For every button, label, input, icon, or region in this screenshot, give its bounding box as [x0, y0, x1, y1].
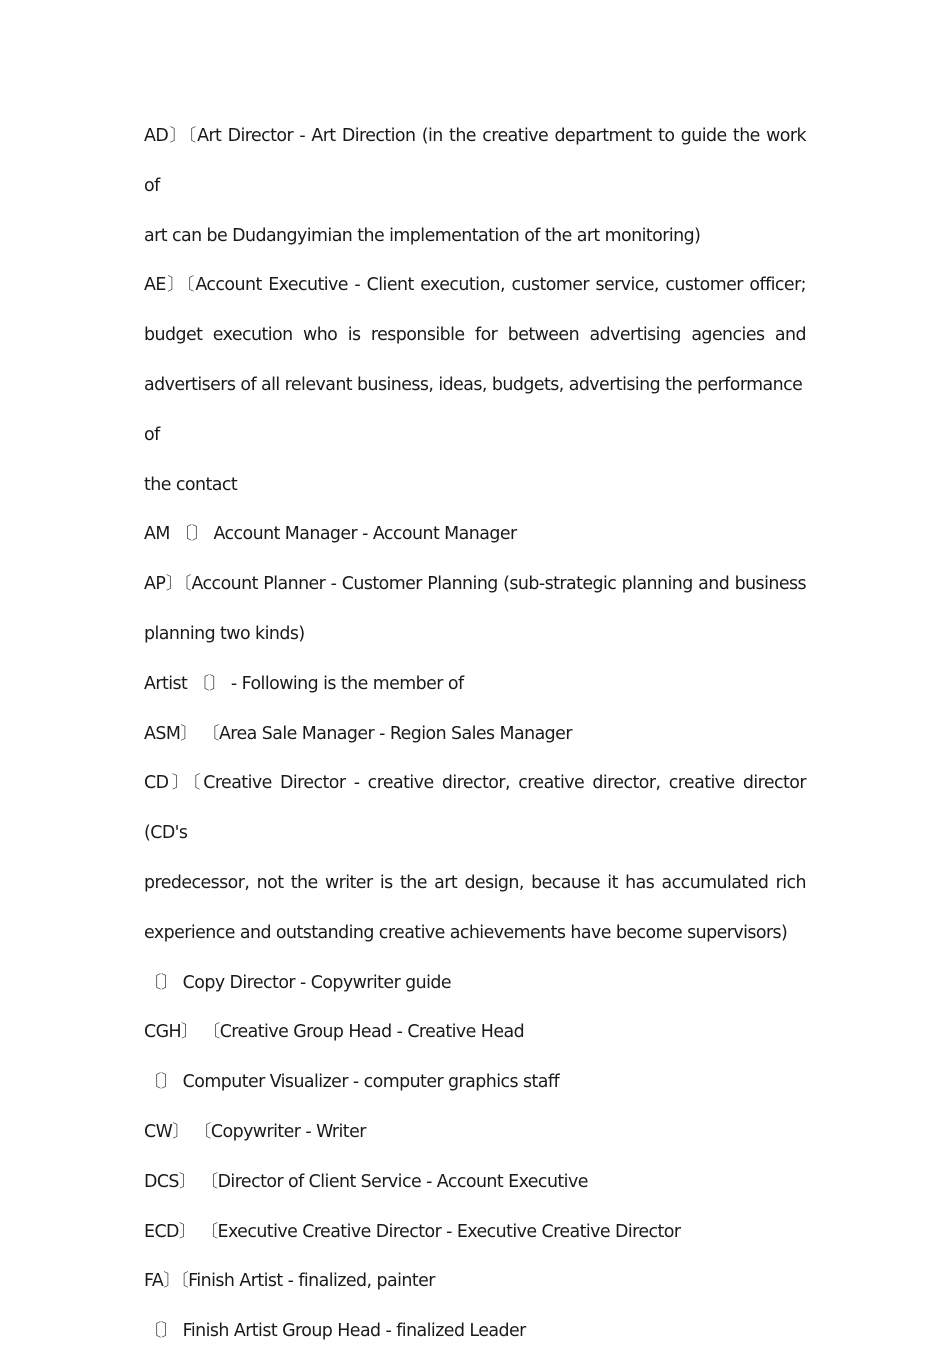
entry-line: DCS〕 〔Director of Client Service - Account Executive	[144, 1171, 588, 1192]
entry-line: ASM〕 〔Area Sale Manager - Region Sales Manager	[144, 723, 572, 744]
entry-cgh	[144, 1008, 806, 1058]
entry-ecd	[144, 1208, 806, 1258]
entry-ad	[144, 112, 806, 261]
entry-artist	[144, 660, 806, 710]
entry-dcs	[144, 1158, 806, 1208]
entry-line: Artist 〔〕 - Following is the member of	[144, 673, 464, 694]
entry-line: 〔〕 Finish Artist Group Head - finalized Leader	[144, 1321, 526, 1342]
entry-computer-visualizer	[144, 1058, 806, 1108]
entry-line: art can be Dudangyimian the implementation of the art monitoring)	[144, 225, 701, 246]
entry-line: planning two kinds)	[144, 623, 305, 644]
entry-copy-director	[144, 959, 806, 1009]
entry-line: ECD〕 〔Executive Creative Director - Executive Creative Director	[144, 1221, 681, 1242]
entry-line: the contact	[144, 474, 238, 495]
entry-cw	[144, 1108, 806, 1158]
entry-line: budget execution who is responsible for between advertising agencies and	[144, 325, 806, 346]
entry-line: experience and outstanding creative achievements have become supervisors)	[144, 922, 788, 943]
entry-line: AM 〔〕 Account Manager - Account Manager	[144, 524, 517, 545]
entry-am	[144, 510, 806, 560]
entry-ae	[144, 261, 806, 510]
entry-cd	[144, 759, 806, 958]
entry-line: CGH〕 〔Creative Group Head - Creative Head	[144, 1022, 525, 1043]
entry-line: CW〕 〔Copywriter - Writer	[144, 1121, 366, 1142]
entry-line: AE〕〔Account Executive - Client execution, customer service, customer officer;	[144, 275, 806, 296]
entry-line: 〔〕 Copy Director - Copywriter guide	[144, 972, 452, 993]
entry-line: FA〕〔Finish Artist - finalized, painter	[144, 1271, 435, 1292]
entry-line: predecessor, not the writer is the art design, because it has accumulated rich	[144, 872, 806, 893]
entry-line: AP〕〔Account Planner - Customer Planning (sub-strategic planning and business	[144, 574, 806, 595]
glossary-body	[144, 112, 806, 1357]
entry-line: 〔〕 Computer Visualizer - computer graphics staff	[144, 1072, 560, 1093]
entry-finish-artist-group-head	[144, 1307, 806, 1357]
entry-fa	[144, 1257, 806, 1307]
entry-line: AD〕〔Art Director - Art Direction (in the creative department to guide the work of	[144, 126, 806, 196]
entry-ap	[144, 560, 806, 660]
entry-line: advertisers of all relevant business, ideas, budgets, advertising the performance of	[144, 374, 803, 445]
entry-line: CD〕〔Creative Director - creative director, creative director, creative director (CD's	[144, 773, 806, 844]
entry-asm	[144, 710, 806, 760]
